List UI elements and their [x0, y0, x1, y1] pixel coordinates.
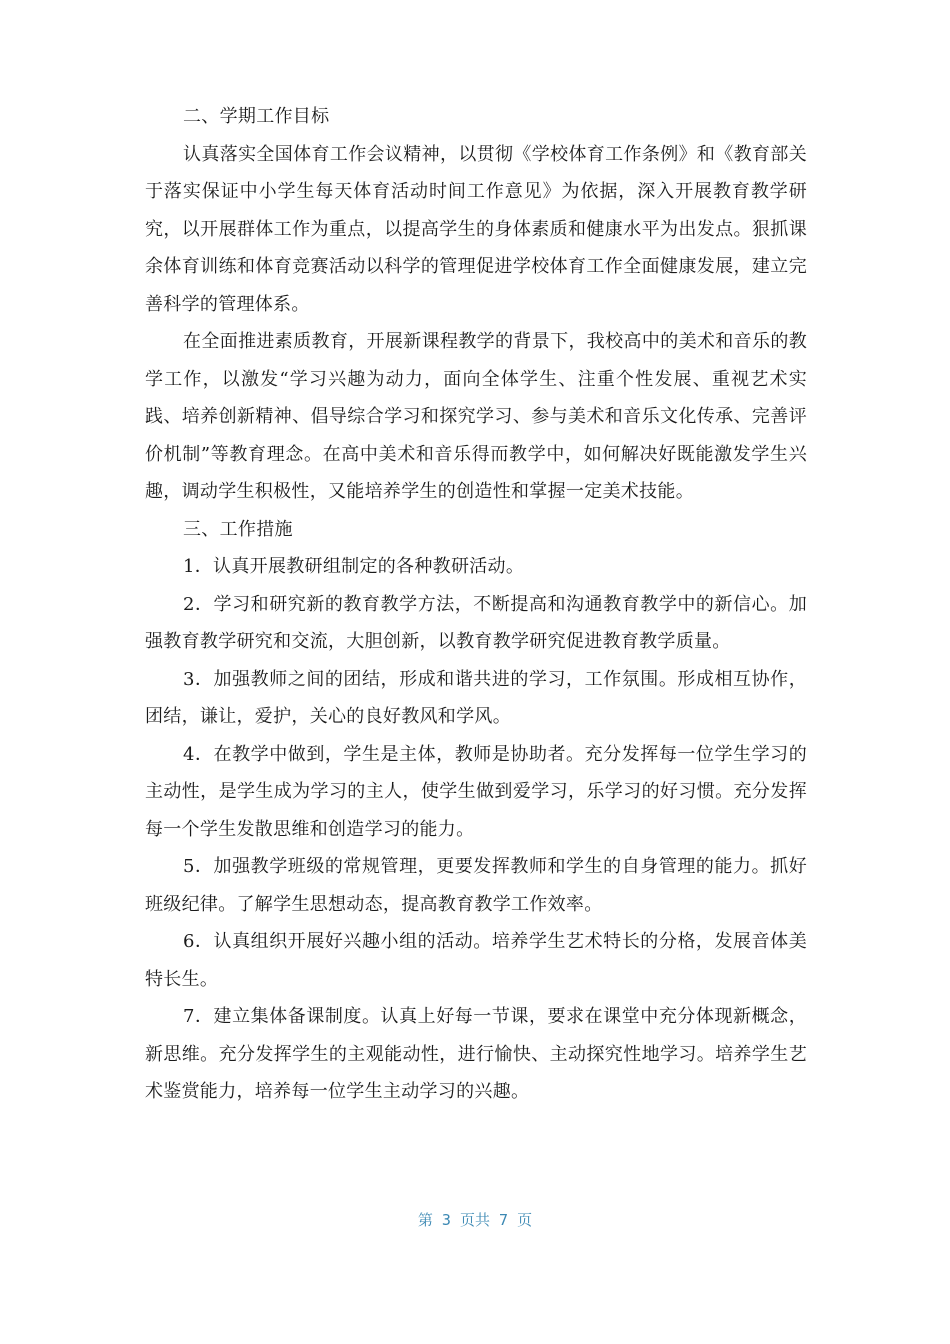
section-heading-measures: 三、工作措施 [183, 518, 293, 540]
document-body [145, 98, 807, 1111]
measure-item-3: 3．加强教师之间的团结，形成和谐共进的学习，工作氛围。形成相互协作，团结，谦让，爱护，关心的良好教风和学风。 [145, 668, 807, 727]
paragraph-goals-pe: 认真落实全国体育工作会议精神，以贯彻《学校体育工作条例》和《教育部关于落实保证中小学生每天体育活动时间工作意见》为依据，深入开展教育教学研究，以开展群体工作为重点，以提高学生的身体素质和健康水平为出发点。狠抓课余体育训练和体育竞赛活动以科学的管理促进学校体育工作全面健康发展，建立完善科学的管理体系。 [145, 143, 807, 315]
measure-item-7: 7．建立集体备课制度。认真上好每一节课，要求在课堂中充分体现新概念，新思维。充分发挥学生的主观能动性，进行愉快、主动探究性地学习。培养学生艺术鉴赏能力，培养每一位学生主动学习的兴趣。 [145, 1006, 807, 1102]
measure-item-1: 1．认真开展教研组制定的各种教研活动。 [183, 556, 525, 577]
measure-item-5: 5．加强教学班级的常规管理，更要发挥教师和学生的自身管理的能力。抓好班级纪律。了解学生思想动态，提高教育教学工作效率。 [145, 856, 807, 915]
measure-item-6: 6．认真组织开展好兴趣小组的活动。培养学生艺术特长的分格，发展音体美特长生。 [145, 931, 807, 990]
paragraph-goals-arts: 在全面推进素质教育，开展新课程教学的背景下，我校高中的美术和音乐的教学工作，以激发“学习兴趣为动力，面向全体学生、注重个性发展、重视艺术实践、培养创新精神、倡导综合学习和探究学习、参与美术和音乐文化传承、完善评价机制”等教育理念。在高中美术和音乐得而教学中，如何解决好既能激发学生兴趣，调动学生积极性，又能培养学生的创造性和掌握一定美术技能。 [145, 331, 807, 502]
measure-item-2: 2．学习和研究新的教育教学方法，不断提高和沟通教育教学中的新信心。加强教育教学研究和交流，大胆创新，以教育教学研究促进教育教学质量。 [145, 593, 807, 652]
measure-item-4: 4．在教学中做到，学生是主体，教师是协助者。充分发挥每一位学生学习的主动性，是学生成为学习的主人，使学生做到爱学习，乐学习的好习惯。充分发挥每一个学生发散思维和创造学习的能力。 [145, 743, 807, 840]
section-heading-goals: 二、学期工作目标 [183, 106, 330, 127]
page-number-footer: 第 3 页共 7 页 [417, 1211, 533, 1229]
